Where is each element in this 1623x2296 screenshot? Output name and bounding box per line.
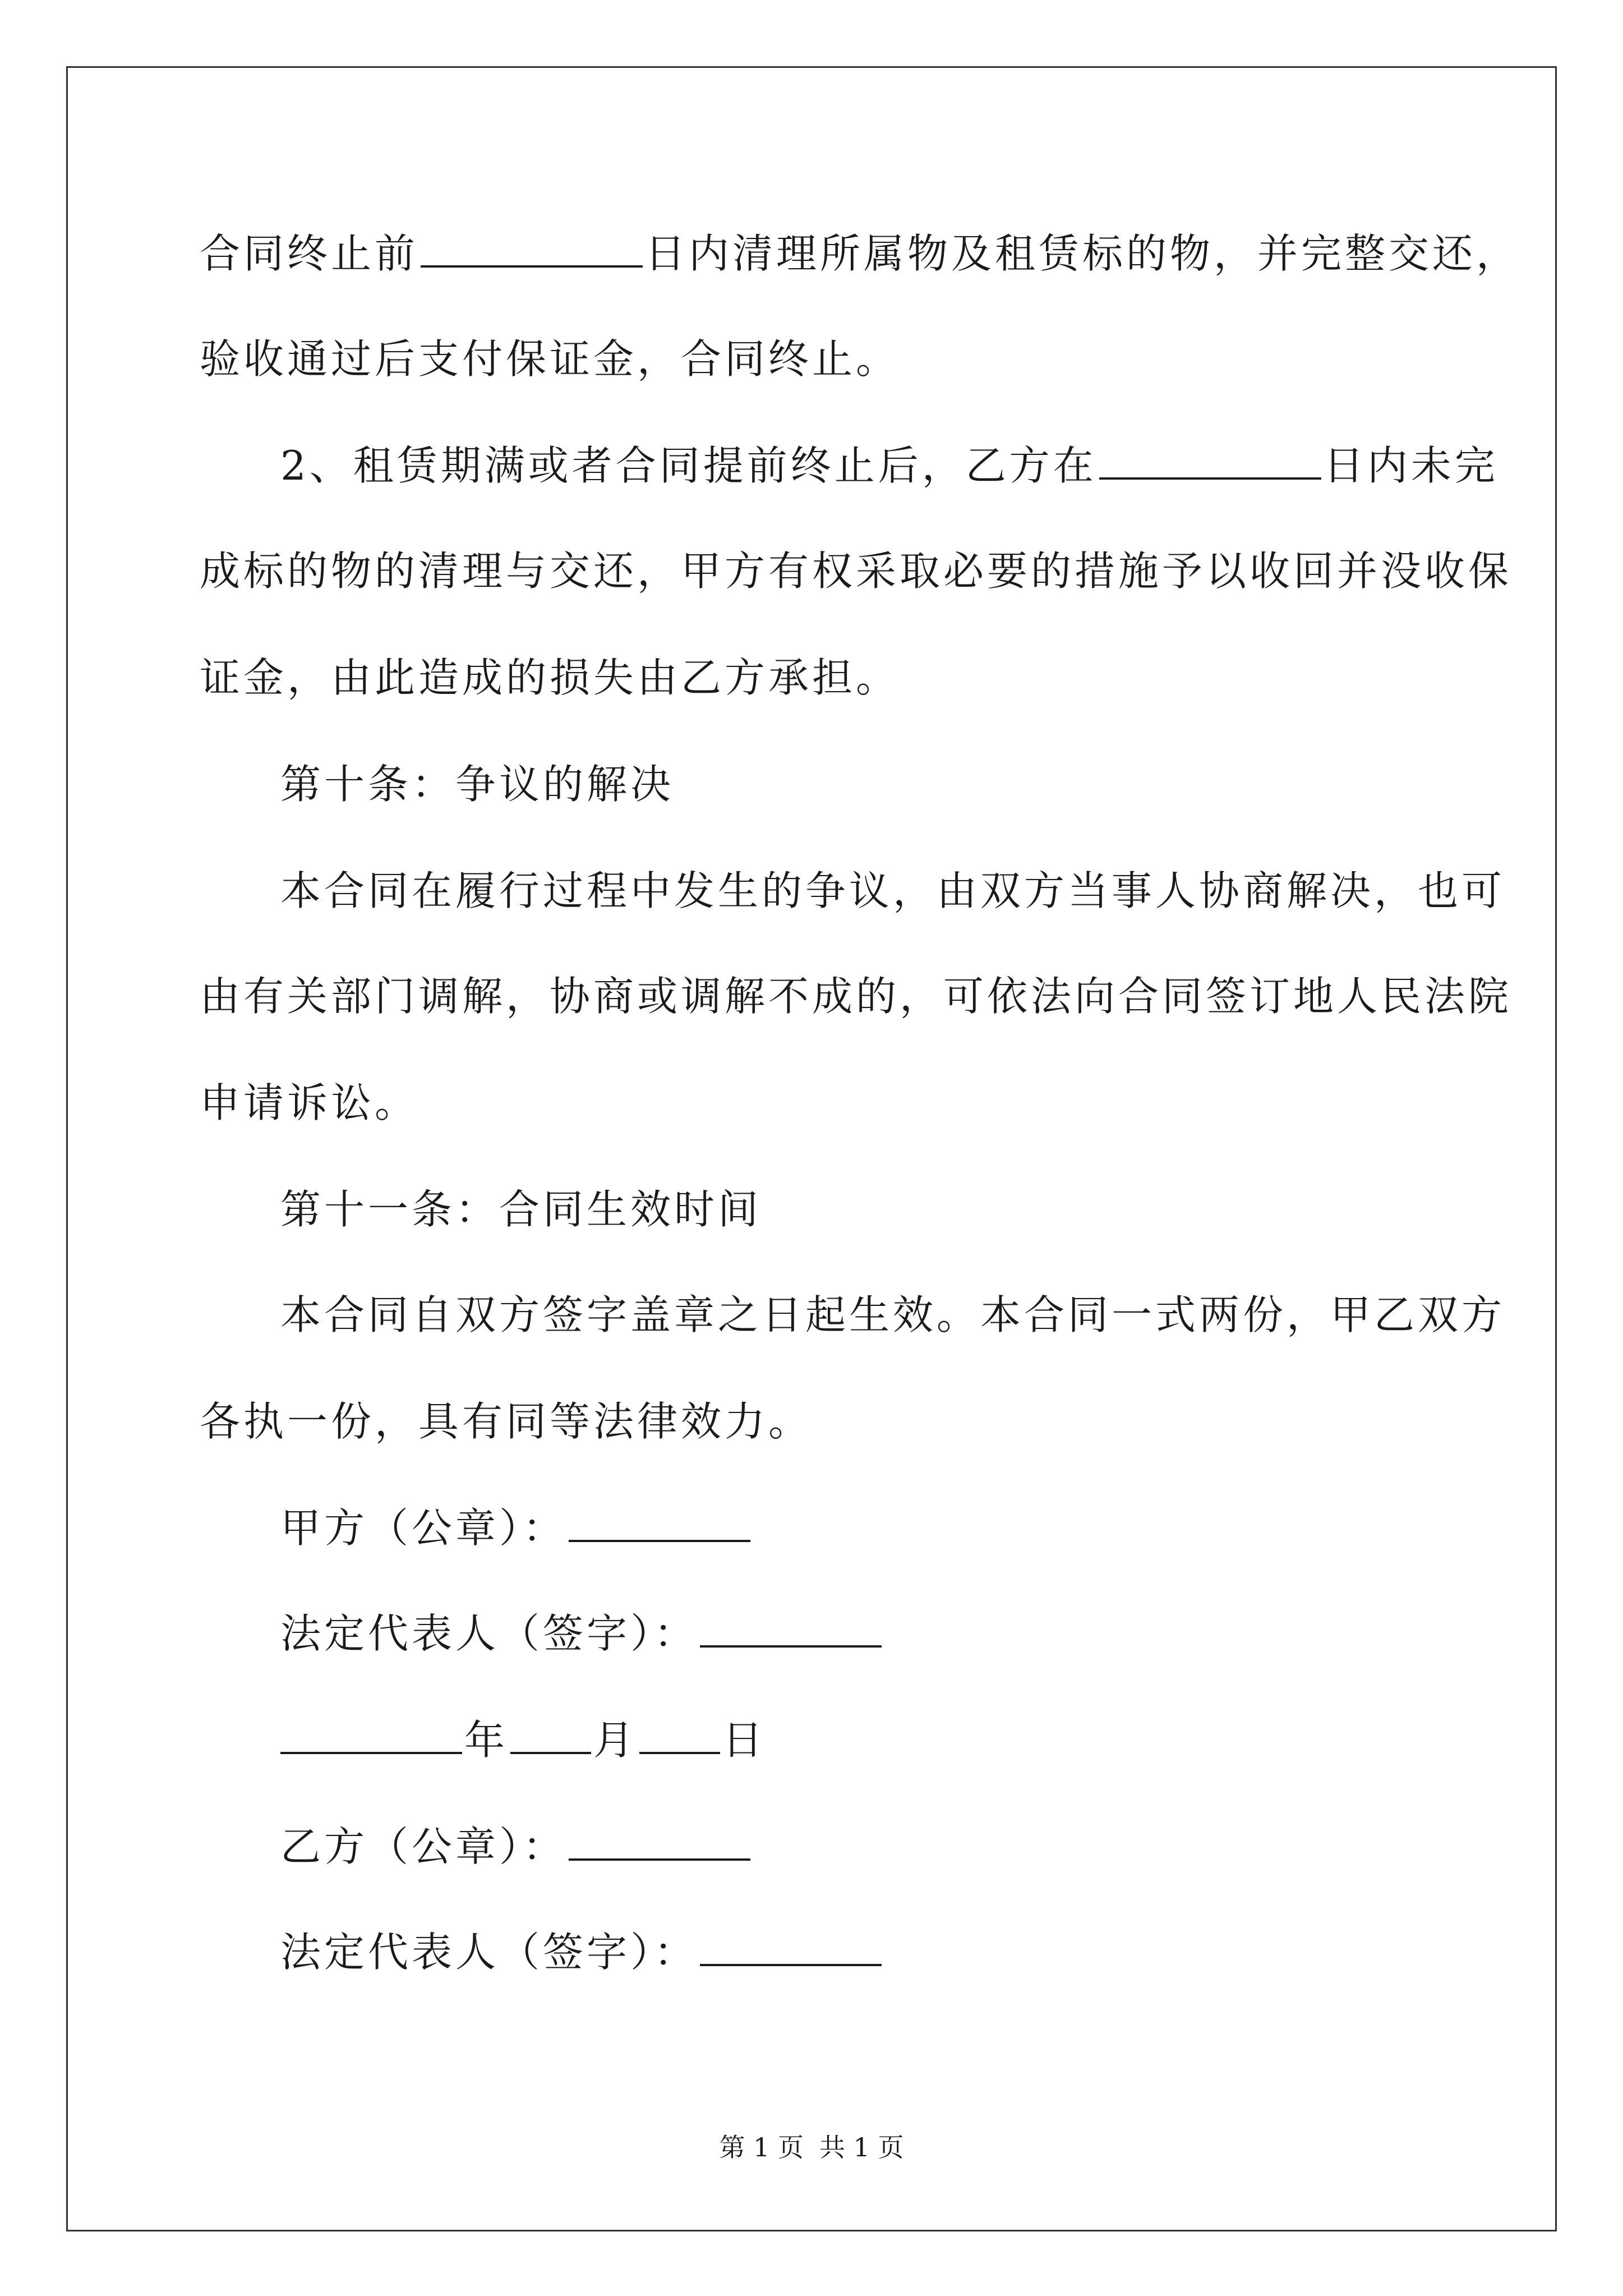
line-text: 申请诉讼。 [200,1079,419,1126]
line-text: 证金，由此造成的损失由乙方承担。 [200,654,900,701]
page-number: 第 1 页 [719,2132,804,2162]
day-label: 日 [722,1717,767,1764]
month-field[interactable] [510,1715,591,1754]
year-field[interactable] [280,1715,462,1754]
line-text: 本合同自双方签字盖章之日起生效。本合同一式两份，甲乙双方 [280,1291,1506,1338]
page-footer [0,2131,1623,2164]
rep-b-signature-field[interactable] [700,1927,882,1966]
page-total: 共 1 页 [819,2132,904,2162]
signature-line-rep-a [280,1607,884,1660]
line-text: 法定代表人（签字）： [280,1610,698,1657]
paragraph-line [200,544,1512,598]
line-text: 由有关部门调解，协商或调解不成的，可依法向合同签订地人民法院 [200,973,1513,1020]
paragraph-line [200,1076,418,1130]
line-text: 日内清理所属物及租赁标的物，并完整交还， [645,230,1520,277]
signature-line-party-a [280,1501,753,1555]
line-text: 乙方（公章）： [280,1823,567,1870]
date-line [280,1713,766,1767]
paragraph-line [280,864,1505,918]
paragraph-line [200,651,900,705]
paragraph-line [200,332,900,386]
line-text: 成标的物的清理与交还，甲方有权采取必要的措施予以收回并没收保 [200,547,1513,595]
line-text: 日内未完 [1323,442,1498,489]
line-text: 各执一份，具有同等法律效力。 [200,1398,813,1445]
paragraph-line [280,439,1498,493]
line-text: 法定代表人（签字）： [280,1929,698,1976]
section-heading [280,757,674,811]
section-heading [280,1182,762,1236]
heading-text: 第十一条：合同生效时间 [280,1186,762,1233]
day-field[interactable] [639,1715,720,1754]
page-border [66,66,1557,2231]
line-text: 甲方（公章）： [280,1504,567,1552]
heading-text: 第十条：争议的解决 [280,761,675,808]
paragraph-line [200,227,1520,280]
line-text: 合同终止前 [200,230,419,277]
paragraph-line [200,969,1512,1023]
blank-field[interactable] [421,228,643,268]
year-label: 年 [464,1717,509,1764]
line-text: 2、租赁期满或者合同提前终止后，乙方在 [280,442,1097,489]
month-label: 月 [593,1717,638,1764]
paragraph-line [280,1288,1505,1342]
line-text: 本合同在履行过程中发生的争议，由双方当事人协商解决，也可 [280,867,1506,914]
party-a-seal-field[interactable] [569,1503,750,1542]
rep-a-signature-field[interactable] [700,1608,882,1648]
paragraph-line [200,1395,812,1448]
party-b-seal-field[interactable] [569,1821,750,1861]
line-text: 验收通过后支付保证金，合同终止。 [200,335,900,383]
signature-line-rep-b [280,1925,884,1979]
signature-line-party-b [280,1820,753,1874]
blank-field[interactable] [1099,440,1321,480]
